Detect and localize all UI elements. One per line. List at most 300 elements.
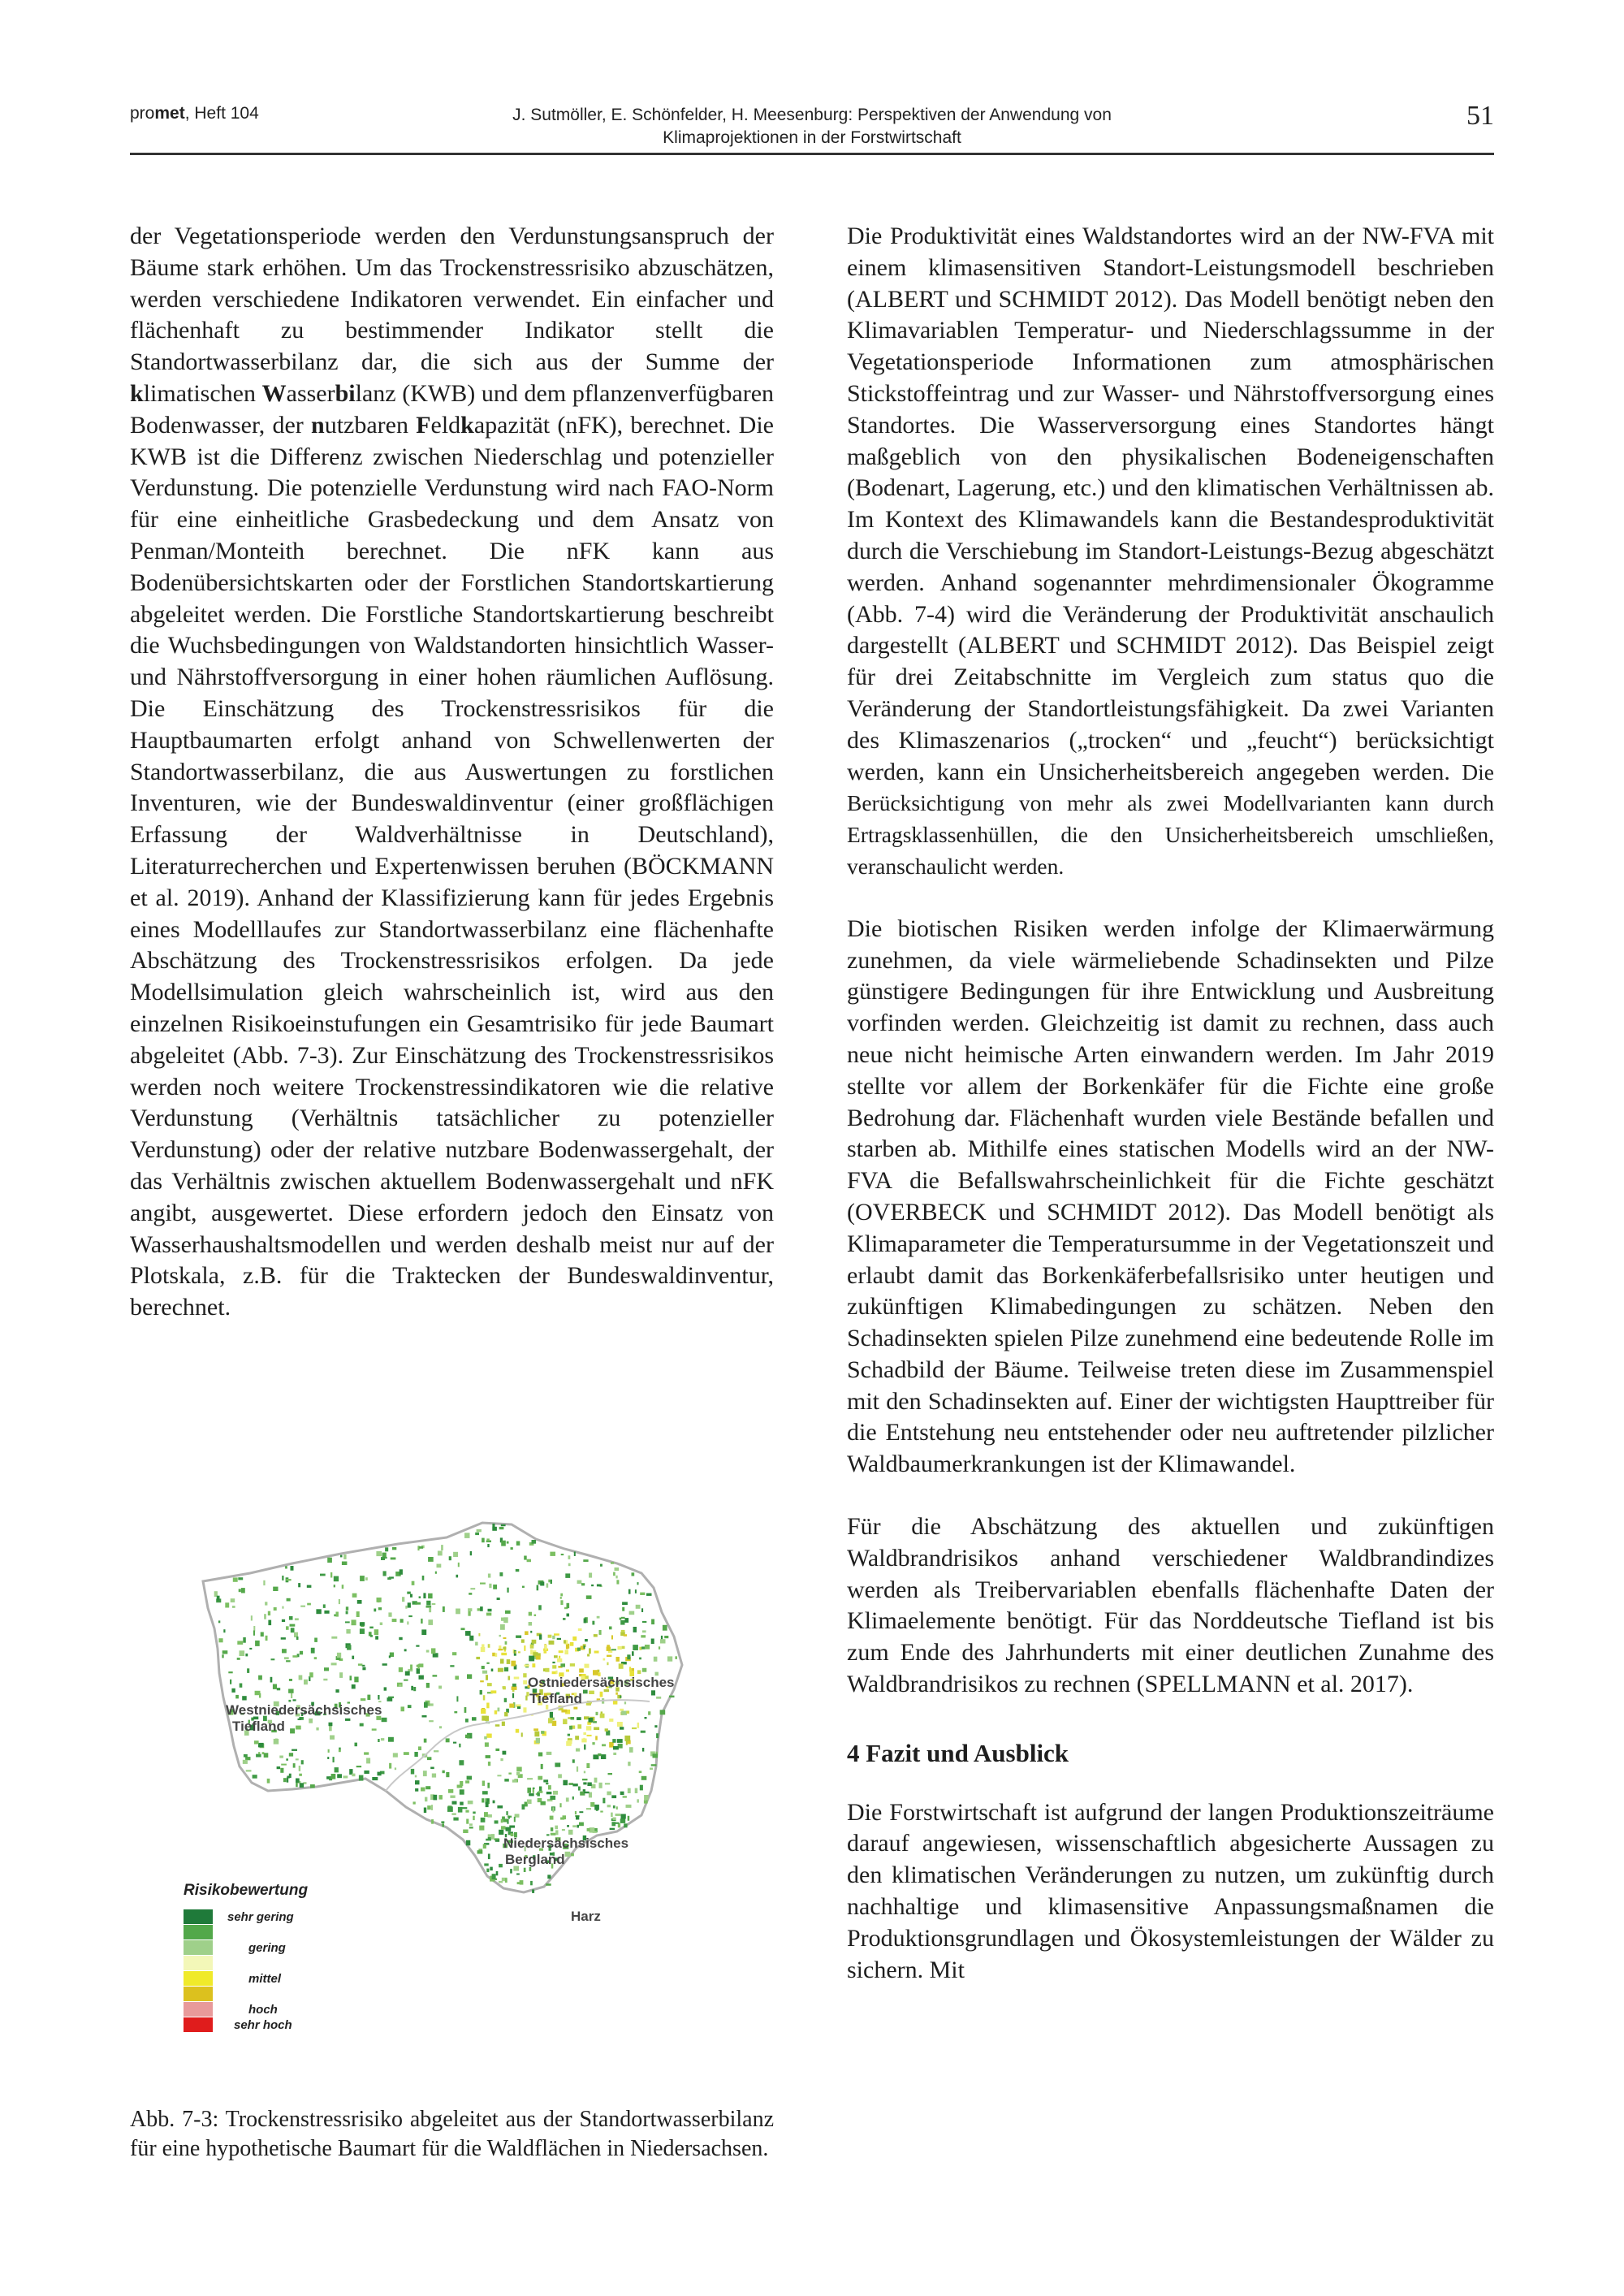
forest-patch xyxy=(330,1572,332,1578)
forest-patch xyxy=(460,1781,463,1786)
forest-patch xyxy=(286,1758,288,1761)
forest-patch xyxy=(551,1580,553,1584)
forest-patch xyxy=(372,1777,378,1780)
forest-patch xyxy=(408,1615,412,1617)
forest-patch xyxy=(595,1736,598,1740)
forest-patch xyxy=(464,1707,467,1713)
running-title-line-2: Klimaprojektionen in der Forstwirtschaft xyxy=(663,128,961,147)
forest-patch xyxy=(613,1818,616,1820)
legend-swatch xyxy=(184,1956,213,1970)
forest-patch xyxy=(575,1736,579,1740)
forest-patch xyxy=(488,1762,490,1766)
forest-patch xyxy=(522,1586,525,1588)
forest-patch xyxy=(641,1731,646,1733)
legend-swatch xyxy=(184,2017,213,2032)
forest-patch xyxy=(268,1611,270,1615)
forest-patch xyxy=(550,1796,555,1800)
forest-patch xyxy=(261,1632,264,1637)
forest-patch xyxy=(264,1614,266,1619)
forest-patch xyxy=(477,1850,483,1853)
forest-patch xyxy=(584,1792,590,1793)
forest-patch xyxy=(506,1827,512,1831)
forest-patch xyxy=(554,1655,558,1658)
forest-patch xyxy=(314,1657,317,1659)
forest-patch xyxy=(241,1588,245,1593)
forest-patch xyxy=(536,1738,540,1744)
forest-patch xyxy=(586,1763,590,1768)
forest-patch xyxy=(442,1823,444,1827)
forest-patch xyxy=(291,1628,295,1632)
forest-patch xyxy=(622,1607,624,1611)
forest-patch xyxy=(439,1726,442,1728)
forest-patch xyxy=(524,1645,525,1651)
forest-patch xyxy=(525,1664,529,1667)
forest-patch xyxy=(532,1640,537,1644)
forest-patch xyxy=(644,1795,649,1800)
forest-patch xyxy=(247,1668,249,1673)
forest-patch xyxy=(342,1562,348,1566)
forest-patch xyxy=(615,1567,620,1571)
forest-patch xyxy=(333,1757,335,1762)
forest-patch xyxy=(401,1706,405,1711)
forest-patch xyxy=(346,1629,350,1634)
forest-patch xyxy=(504,1667,508,1671)
forest-patch xyxy=(572,1825,577,1827)
forest-patch xyxy=(564,1640,566,1643)
forest-patch xyxy=(354,1677,358,1683)
forest-patch xyxy=(295,1618,299,1620)
forest-patch xyxy=(527,1788,531,1793)
forest-patch xyxy=(399,1667,403,1672)
forest-patch xyxy=(339,1599,340,1604)
forest-patch xyxy=(350,1676,352,1680)
forest-patch xyxy=(372,1728,377,1730)
forest-patch xyxy=(488,1574,490,1578)
forest-patch xyxy=(561,1710,567,1713)
forest-patch xyxy=(627,1654,630,1659)
forest-patch xyxy=(465,1631,471,1636)
forest-patch xyxy=(645,1717,647,1719)
forest-patch xyxy=(422,1715,427,1718)
forest-patch xyxy=(482,1791,488,1794)
forest-patch xyxy=(443,1606,445,1612)
forest-patch xyxy=(253,1631,255,1636)
forest-patch xyxy=(642,1748,644,1752)
forest-patch xyxy=(483,1695,486,1700)
forest-patch xyxy=(223,1629,225,1632)
forest-patch xyxy=(270,1677,273,1683)
forest-patch xyxy=(482,1538,485,1543)
forest-patch xyxy=(307,1603,311,1606)
forest-patch xyxy=(534,1732,539,1737)
forest-patch xyxy=(469,1827,473,1828)
forest-patch xyxy=(600,1564,603,1567)
forest-patch xyxy=(521,1639,525,1642)
forest-patch xyxy=(237,1658,240,1660)
forest-patch xyxy=(415,1780,420,1784)
forest-patch xyxy=(550,1552,555,1556)
forest-patch xyxy=(628,1788,631,1793)
forest-patch xyxy=(629,1611,635,1615)
forest-patch xyxy=(626,1741,628,1745)
forest-patch xyxy=(516,1767,522,1772)
forest-patch xyxy=(583,1690,588,1694)
forest-patch xyxy=(410,1665,412,1670)
forest-patch xyxy=(545,1668,549,1672)
forest-patch xyxy=(583,1559,588,1562)
forest-patch xyxy=(290,1728,295,1733)
forest-patch xyxy=(577,1648,581,1651)
forest-patch xyxy=(347,1645,351,1650)
forest-patch xyxy=(527,1559,531,1563)
forest-patch xyxy=(365,1577,368,1580)
forest-patch xyxy=(407,1592,411,1594)
forest-patch xyxy=(453,1742,456,1744)
forest-patch xyxy=(541,1801,546,1805)
forest-patch xyxy=(560,1818,564,1820)
forest-patch xyxy=(594,1805,599,1810)
forest-patch xyxy=(586,1808,591,1810)
forest-patch xyxy=(553,1791,558,1795)
forest-patch xyxy=(620,1727,624,1730)
forest-patch xyxy=(459,1760,464,1765)
svg-text:Bergland: Bergland xyxy=(505,1852,565,1867)
forest-patch xyxy=(492,1527,497,1531)
forest-patch xyxy=(488,1854,490,1860)
forest-patch xyxy=(550,1816,554,1820)
forest-patch xyxy=(424,1808,426,1814)
forest-patch xyxy=(555,1671,557,1674)
forest-patch xyxy=(577,1580,582,1584)
forest-patch xyxy=(488,1837,491,1840)
forest-patch xyxy=(486,1755,490,1758)
forest-patch xyxy=(369,1627,374,1629)
forest-patch xyxy=(284,1657,289,1659)
forest-patch xyxy=(437,1564,442,1568)
forest-patch xyxy=(376,1551,382,1556)
legend-swatch xyxy=(184,1909,213,1924)
forest-patch xyxy=(536,1656,541,1660)
forest-patch xyxy=(648,1711,650,1715)
forest-patch xyxy=(544,1651,547,1654)
forest-patch xyxy=(429,1720,434,1722)
forest-patch xyxy=(256,1754,261,1758)
forest-patch xyxy=(503,1751,507,1755)
forest-patch xyxy=(547,1874,551,1879)
forest-patch xyxy=(563,1780,568,1786)
legend xyxy=(184,1909,294,2032)
forest-patch xyxy=(329,1725,332,1731)
forest-patch xyxy=(299,1774,302,1776)
forest-patch xyxy=(320,1574,326,1576)
legend-label: sehr gering xyxy=(227,1910,294,1924)
forest-patch xyxy=(430,1767,434,1770)
forest-patch xyxy=(601,1754,606,1759)
forest-patch xyxy=(484,1863,488,1866)
forest-patch xyxy=(301,1760,304,1764)
forest-patch xyxy=(493,1801,495,1804)
forest-patch xyxy=(418,1664,420,1669)
forest-patch xyxy=(334,1576,339,1582)
forest-patch xyxy=(545,1645,547,1650)
forest-patch xyxy=(421,1619,422,1624)
forest-patch xyxy=(498,1668,503,1672)
forest-patch xyxy=(497,1805,503,1809)
forest-patch xyxy=(592,1621,594,1625)
forest-patch xyxy=(605,1728,608,1732)
forest-patch xyxy=(597,1585,602,1587)
forest-patch xyxy=(370,1635,373,1637)
forest-patch xyxy=(283,1778,287,1782)
forest-patch xyxy=(452,1652,456,1655)
forest-patch xyxy=(611,1635,613,1639)
forest-patch xyxy=(516,1772,520,1775)
forest-patch xyxy=(511,1661,516,1667)
forest-patch xyxy=(478,1633,480,1637)
forest-patch xyxy=(538,1605,542,1610)
forest-patch xyxy=(529,1793,534,1796)
forest-patch xyxy=(375,1636,378,1639)
forest-patch xyxy=(555,1826,558,1830)
forest-patch xyxy=(587,1783,591,1787)
forest-patch xyxy=(468,1801,473,1804)
forest-patch xyxy=(594,1778,598,1783)
forest-patch xyxy=(432,1774,436,1778)
svg-text:Ostniedersächsisches: Ostniedersächsisches xyxy=(528,1675,675,1690)
forest-patch xyxy=(479,1826,484,1831)
forest-patch xyxy=(546,1752,552,1755)
forest-patch xyxy=(637,1670,641,1674)
forest-patch xyxy=(641,1635,646,1637)
forest-patch xyxy=(361,1698,365,1701)
forest-patch xyxy=(517,1706,520,1709)
forest-patch xyxy=(584,1619,586,1624)
forest-patch xyxy=(430,1703,433,1706)
forest-patch xyxy=(579,1811,583,1813)
forest-patch xyxy=(428,1557,434,1562)
forest-patch xyxy=(487,1798,489,1801)
forest-patch xyxy=(552,1807,554,1812)
forest-patch xyxy=(515,1651,517,1654)
forest-patch xyxy=(527,1800,532,1805)
forest-patch xyxy=(621,1617,625,1619)
forest-patch xyxy=(273,1587,278,1591)
forest-patch xyxy=(281,1764,287,1766)
forest-patch xyxy=(356,1611,360,1617)
forest-patch xyxy=(480,1606,483,1611)
forest-patch xyxy=(602,1744,606,1746)
forest-patch xyxy=(607,1805,611,1807)
forest-patch xyxy=(637,1799,639,1802)
forest-patch xyxy=(487,1544,489,1547)
forest-patch xyxy=(231,1688,235,1693)
forest-patch xyxy=(434,1750,438,1752)
forest-patch xyxy=(594,1651,599,1654)
forest-patch xyxy=(399,1637,402,1640)
forest-patch xyxy=(565,1852,571,1857)
forest-patch xyxy=(352,1656,354,1659)
forest-patch xyxy=(507,1541,509,1544)
forest-patch xyxy=(360,1576,365,1581)
legend-swatch xyxy=(184,1925,213,1939)
forest-patch xyxy=(237,1641,243,1645)
forest-patch xyxy=(503,1637,507,1639)
forest-patch xyxy=(577,1825,579,1828)
forest-patch xyxy=(512,1684,516,1687)
forest-patch xyxy=(591,1585,594,1586)
forest-patch xyxy=(388,1737,394,1742)
forest-patch xyxy=(642,1621,646,1623)
forest-patch xyxy=(433,1795,437,1801)
forest-patch xyxy=(405,1606,407,1609)
forest-patch xyxy=(286,1660,291,1662)
forest-patch xyxy=(352,1684,356,1688)
forest-patch xyxy=(538,1776,542,1780)
forest-patch xyxy=(546,1792,552,1794)
forest-patch xyxy=(505,1641,508,1645)
forest-patch xyxy=(613,1572,615,1576)
forest-patch xyxy=(611,1795,616,1798)
forest-patch xyxy=(460,1789,464,1794)
legend-title: Risikobewertung xyxy=(184,1882,309,1899)
forest-patch xyxy=(292,1655,297,1658)
right-column xyxy=(847,221,1494,1986)
forest-patch xyxy=(503,1686,506,1689)
forest-patch xyxy=(546,1583,549,1587)
legend-label: sehr hoch xyxy=(234,2018,292,2032)
forest-patch xyxy=(335,1767,339,1772)
forest-patch xyxy=(607,1645,610,1649)
forest-patch xyxy=(421,1788,425,1792)
forest-patch xyxy=(419,1676,424,1680)
forest-patch xyxy=(617,1739,623,1743)
forest-patch xyxy=(239,1589,241,1592)
forest-patch xyxy=(501,1819,503,1823)
forest-patch xyxy=(293,1699,296,1701)
forest-patch xyxy=(296,1779,300,1783)
forest-patch xyxy=(559,1650,564,1653)
forest-patch xyxy=(581,1739,586,1743)
forest-patch xyxy=(339,1749,341,1752)
svg-text:Westniedersächsisches: Westniedersächsisches xyxy=(226,1702,382,1718)
forest-patch xyxy=(230,1680,231,1684)
forest-patch xyxy=(578,1628,582,1631)
forest-patch xyxy=(504,1712,508,1717)
forest-patch xyxy=(378,1599,380,1603)
forest-patch xyxy=(268,1620,271,1626)
forest-patch xyxy=(486,1663,489,1664)
forest-patch xyxy=(579,1668,584,1672)
forest-patch xyxy=(508,1676,511,1680)
forest-patch xyxy=(423,1593,425,1598)
forest-patch xyxy=(480,1690,482,1695)
forest-patch xyxy=(529,1612,532,1616)
forest-patch xyxy=(418,1746,421,1750)
forest-patch xyxy=(667,1656,672,1661)
forest-patch xyxy=(568,1563,571,1567)
forest-patch xyxy=(600,1714,605,1719)
forest-patch xyxy=(594,1727,599,1731)
forest-patch xyxy=(611,1822,615,1826)
forest-patch xyxy=(565,1573,570,1578)
forest-patch xyxy=(577,1724,581,1728)
forest-patch xyxy=(586,1595,592,1599)
forest-patch xyxy=(288,1689,294,1693)
forest-patch xyxy=(327,1558,332,1563)
forest-patch xyxy=(628,1589,631,1594)
forest-patch xyxy=(492,1874,496,1879)
forest-patch xyxy=(323,1604,326,1608)
forest-patch xyxy=(446,1772,449,1777)
forest-patch xyxy=(378,1739,379,1742)
forest-patch xyxy=(337,1774,342,1778)
forest-patch xyxy=(504,1779,509,1782)
forest-patch xyxy=(367,1695,370,1700)
forest-patch xyxy=(568,1740,572,1744)
page-number: 51 xyxy=(1466,101,1494,131)
forest-patch xyxy=(644,1800,648,1803)
forest-patch xyxy=(331,1663,337,1665)
forest-patch xyxy=(582,1779,588,1780)
forest-patch xyxy=(380,1623,382,1626)
forest-patch xyxy=(510,1869,512,1874)
forest-patch xyxy=(426,1601,430,1606)
right-paragraph-2: Die biotischen Risiken werden infolge der Klimaerwärmung zunehmen, da viele wärmeliebende Schadinsekten und Pilze günstigere Bedingungen für ihre Entwicklung und Ausbreitung vorfinden werden. Gleichzeitig ist damit zu rechnen, dass auch neue nicht heimische Arten einwandern werden. Im Jahr 2019 stellte vor allem der Borkenkäfer für die Fichte eine große Bedrohung dar. Flächenhaft wurden viele Bestände befallen und starben ab. Mithilfe eines statischen Modells wird an der NW-FVA die Befallswahrscheinlichkeit für die Fichte geschätzt (OVERBECK und SCHMIDT 2012). Das Modell benötigt als Klimaparameter die Temperatursumme in der Vegetationszeit und erlaubt damit das Borkenkäferbefallsrisiko unter heutigen und zukünftigen Klimabedingungen zu schätzen. Neben den Schadinsekten spielen Pilze zunehmend eine bedeutende Rolle im Schadbild der Bäume. Teilweise treten diese im Zusammenspiel mit den Schadinsekten auf. Einer der wichtigsten Haupttreiber für die Entstehung neu entstehender oder neu auftretender pilzlicher Waldbaumerkrankungen ist der Klimawandel. xyxy=(847,915,1494,1478)
forest-patch xyxy=(456,1696,458,1701)
forest-patch xyxy=(497,1775,501,1776)
forest-patch xyxy=(300,1783,304,1788)
forest-patch xyxy=(298,1719,302,1720)
forest-patch xyxy=(623,1796,627,1797)
forest-patch xyxy=(316,1727,318,1731)
forest-patch xyxy=(340,1555,343,1558)
forest-patch xyxy=(450,1665,454,1667)
forest-patch xyxy=(424,1739,427,1743)
forest-patch xyxy=(486,1869,489,1873)
forest-patch xyxy=(381,1738,384,1740)
forest-patch xyxy=(629,1747,633,1753)
forest-patch xyxy=(404,1680,408,1681)
forest-patch xyxy=(475,1533,479,1535)
forest-patch xyxy=(275,1739,278,1744)
forest-patch xyxy=(296,1726,301,1730)
forest-patch xyxy=(374,1629,378,1635)
forest-patch xyxy=(577,1766,578,1772)
forest-patch xyxy=(499,1572,503,1576)
forest-patch xyxy=(651,1619,654,1625)
forest-patch xyxy=(501,1618,504,1621)
forest-patch xyxy=(518,1651,520,1653)
forest-patch xyxy=(523,1673,526,1677)
forest-patch xyxy=(548,1785,551,1789)
legend-swatch xyxy=(184,1987,213,2001)
forest-patch xyxy=(378,1695,379,1700)
forest-patch xyxy=(603,1798,605,1804)
forest-patch xyxy=(217,1596,220,1601)
left-paragraph-1: der Vegetationsperiode werden den Verdunstungsanspruch der Bäume stark erhöhen. Um das Trockenstressrisiko abzuschätzen, werden verschiedene Indikatoren verwendet. Ein einfacher und flächenhaft zu bestimmender Indikator stellt die Standortwasserbilanz dar, die sich aus der Summe der klimatischen Wasserbilanz (KWB) und dem pflanzenverfügbaren Bodenwasser, der nutzbaren Feldkapazität (nFK), berechnet. Die KWB ist die Differenz zwischen Niederschlag und potenzieller Verdunstung. Die potenzielle Verdunstung wird nach FAO-Norm für eine einheitliche Grasbedeckung und dem Ansatz von Penman/Monteith berechnet. Die nFK kann aus Bodenübersichtskarten oder der Forstlichen Standortskartierung abgeleitet werden. Die Forstliche Standortskartierung beschreibt die Wuchsbedingungen von Waldstandorten hinsichtlich Wasser- und Nährstoffversorgung in einer hohen räumlichen Auflösung. Die Einschätzung des Trockenstressrisikos für die Hauptbaumarten erfolgt anhand von Schwellenwerten der Standortwasserbilanz, die aus Auswertungen zu forstlichen Inventuren, wie der Bundeswaldinventur (einer großflächigen Erfassung der Waldverhältnisse in Deutschland), Literaturrecherchen und Expertenwissen beruhen (BÖCKMANN et al. 2019). Anhand der Klassifizierung kann für jedes Ergebnis eines Modelllaufes zur Standortwasserbilanz eine flächenhafte Abschätzung des Trockenstressrisikos erfolgen. Da jede Modellsimulation gleich wahrscheinlich ist, wird aus den einzelnen Risikoeinstufungen ein Gesamtrisiko für jede Baumart abgeleitet (Abb. 7-3). Zur Einschätzung des Trockenstressrisikos werden noch weitere Trockenstressindikatoren wie die relative Verdunstung (Verhältnis tatsächlicher zu potenzieller Verdunstung) oder der relative nutzbare Bodenwassergehalt, der das Verhältnis zwischen aktuellem Bodenwassergehalt und nFK angibt, ausgewertet. Diese erfordern jedoch den Einsatz von Wasserhaushaltsmodellen und werden deshalb meist nur auf der Plotskala, z.B. für die Traktecken der Bundeswaldinventur, berechnet. xyxy=(130,223,775,1321)
forest-patch xyxy=(508,1831,511,1836)
forest-patch xyxy=(632,1727,637,1729)
forest-patch xyxy=(620,1709,624,1711)
forest-patch xyxy=(483,1844,486,1848)
forest-patch xyxy=(400,1569,403,1575)
forest-patch xyxy=(574,1551,576,1556)
forest-patch xyxy=(525,1631,529,1635)
forest-patch xyxy=(289,1679,292,1681)
forest-patch xyxy=(642,1630,646,1632)
forest-patch xyxy=(468,1611,470,1616)
forest-patch xyxy=(572,1784,577,1786)
